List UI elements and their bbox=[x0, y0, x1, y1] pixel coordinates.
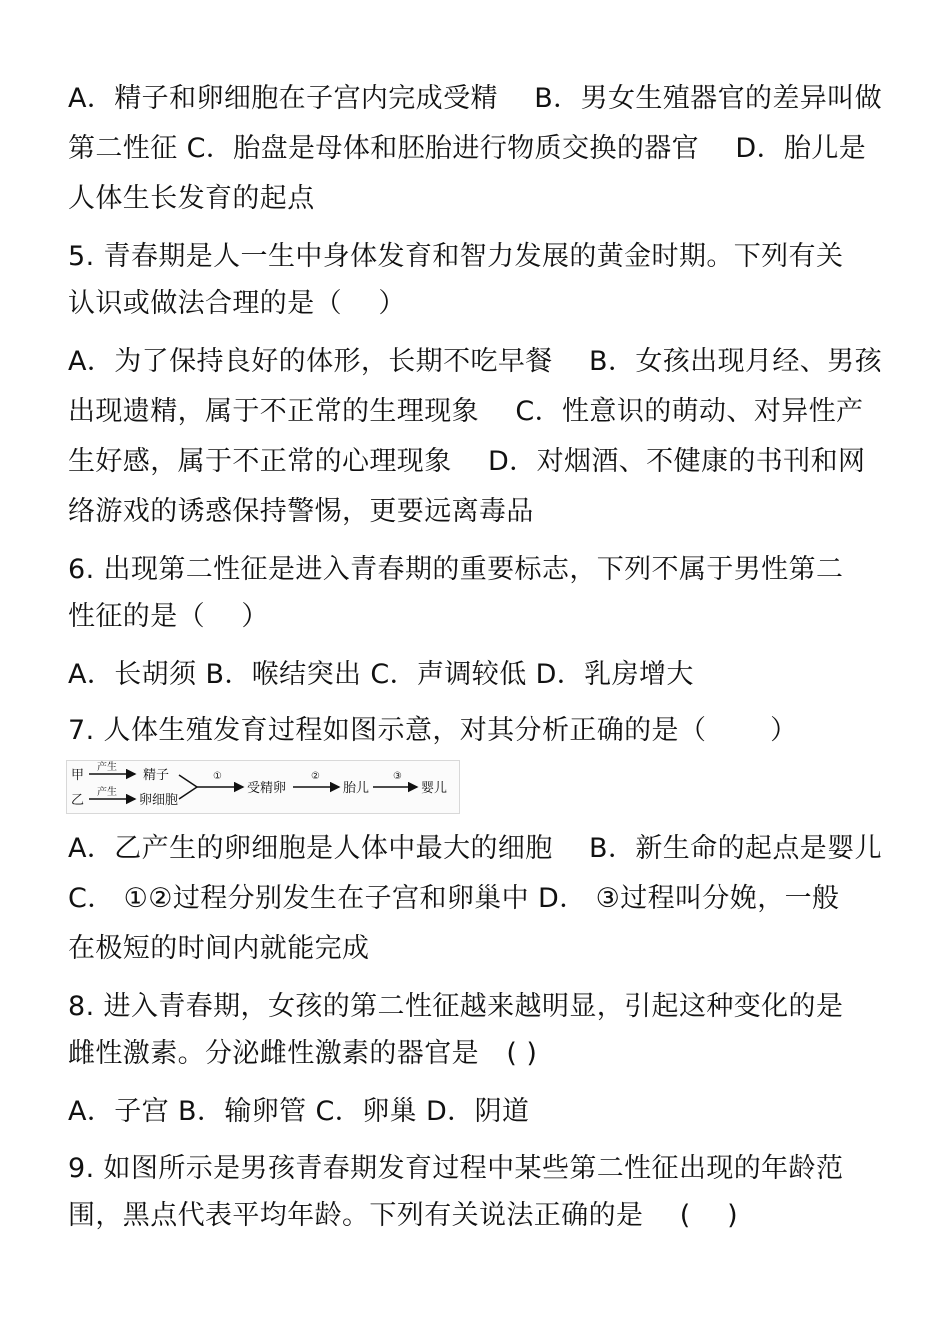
q7-option-line-2: C． ①②过程分别发生在子宫和卵巢中 D． ③过程叫分娩，一般 bbox=[68, 883, 840, 914]
label-produce-bottom: 产生 bbox=[97, 787, 117, 798]
q4-option-line-2: 第二性征 C．胎盘是母体和胚胎进行物质交换的器官 D．胎儿是 bbox=[68, 133, 867, 164]
q5-option-line-3: 生好感，属于不正常的心理现象 D．对烟酒、不健康的书刊和网 bbox=[68, 446, 866, 477]
q8-stem-line-2: 雌性激素。分泌雌性激素的器官是 ( ) bbox=[68, 1038, 538, 1069]
label-step1: ① bbox=[213, 771, 222, 782]
q5-option-line-1: A．为了保持良好的体形，长期不吃早餐 B．女孩出现月经、男孩 bbox=[68, 346, 882, 377]
reproduction-process-diagram bbox=[66, 760, 460, 814]
label-baby: 婴儿 bbox=[421, 781, 448, 796]
q5-stem-line-1: 5. 青春期是人一生中身体发育和智力发展的黄金时期。下列有关 bbox=[68, 241, 844, 272]
q4-option-line-3: 人体生长发育的起点 bbox=[68, 183, 315, 214]
q6-stem-line-1: 6. 出现第二性征是进入青春期的重要标志，下列不属于男性第二 bbox=[68, 554, 844, 585]
q7-stem: 7. 人体生殖发育过程如图示意，对其分析正确的是（ ） bbox=[68, 715, 798, 746]
label-sperm: 精子 bbox=[143, 768, 170, 783]
q6-options: A．长胡须 B．喉结突出 C．声调较低 D．乳房增大 bbox=[68, 659, 694, 690]
merge-bracket bbox=[179, 775, 197, 799]
label-egg: 卵细胞 bbox=[139, 793, 179, 808]
q4-option-line-1: A．精子和卵细胞在子宫内完成受精 B．男女生殖器官的差异叫做 bbox=[68, 83, 882, 114]
q6-stem-line-2: 性征的是（ ） bbox=[68, 601, 269, 632]
q5-option-line-2: 出现遗精，属于不正常的生理现象 C．性意识的萌动、对异性产 bbox=[68, 396, 864, 427]
q8-options: A．子宫 B．输卵管 C．卵巢 D．阴道 bbox=[68, 1096, 530, 1127]
q7-option-line-3: 在极短的时间内就能完成 bbox=[68, 933, 370, 964]
label-step3: ③ bbox=[393, 771, 402, 782]
q9-stem-line-2: 围，黑点代表平均年龄。下列有关说法正确的是 ( ) bbox=[68, 1200, 739, 1231]
q8-stem-line-1: 8. 进入青春期，女孩的第二性征越来越明显，引起这种变化的是 bbox=[68, 991, 844, 1022]
label-produce-top: 产生 bbox=[97, 762, 117, 773]
label-fertilized-egg: 受精卵 bbox=[247, 781, 287, 796]
q5-stem-line-2: 认识或做法合理的是（ ） bbox=[68, 288, 406, 319]
q9-stem-line-1: 9. 如图所示是男孩青春期发育过程中某些第二性征出现的年龄范 bbox=[68, 1153, 844, 1184]
label-yi: 乙 bbox=[71, 793, 85, 808]
label-jia: 甲 bbox=[71, 768, 85, 783]
q7-option-line-1: A．乙产生的卵细胞是人体中最大的细胞 B．新生命的起点是婴儿 bbox=[68, 833, 882, 864]
label-fetus: 胎儿 bbox=[343, 781, 370, 796]
q5-option-line-4: 络游戏的诱惑保持警惕，更要远离毒品 bbox=[68, 496, 534, 527]
label-step2: ② bbox=[311, 771, 320, 782]
